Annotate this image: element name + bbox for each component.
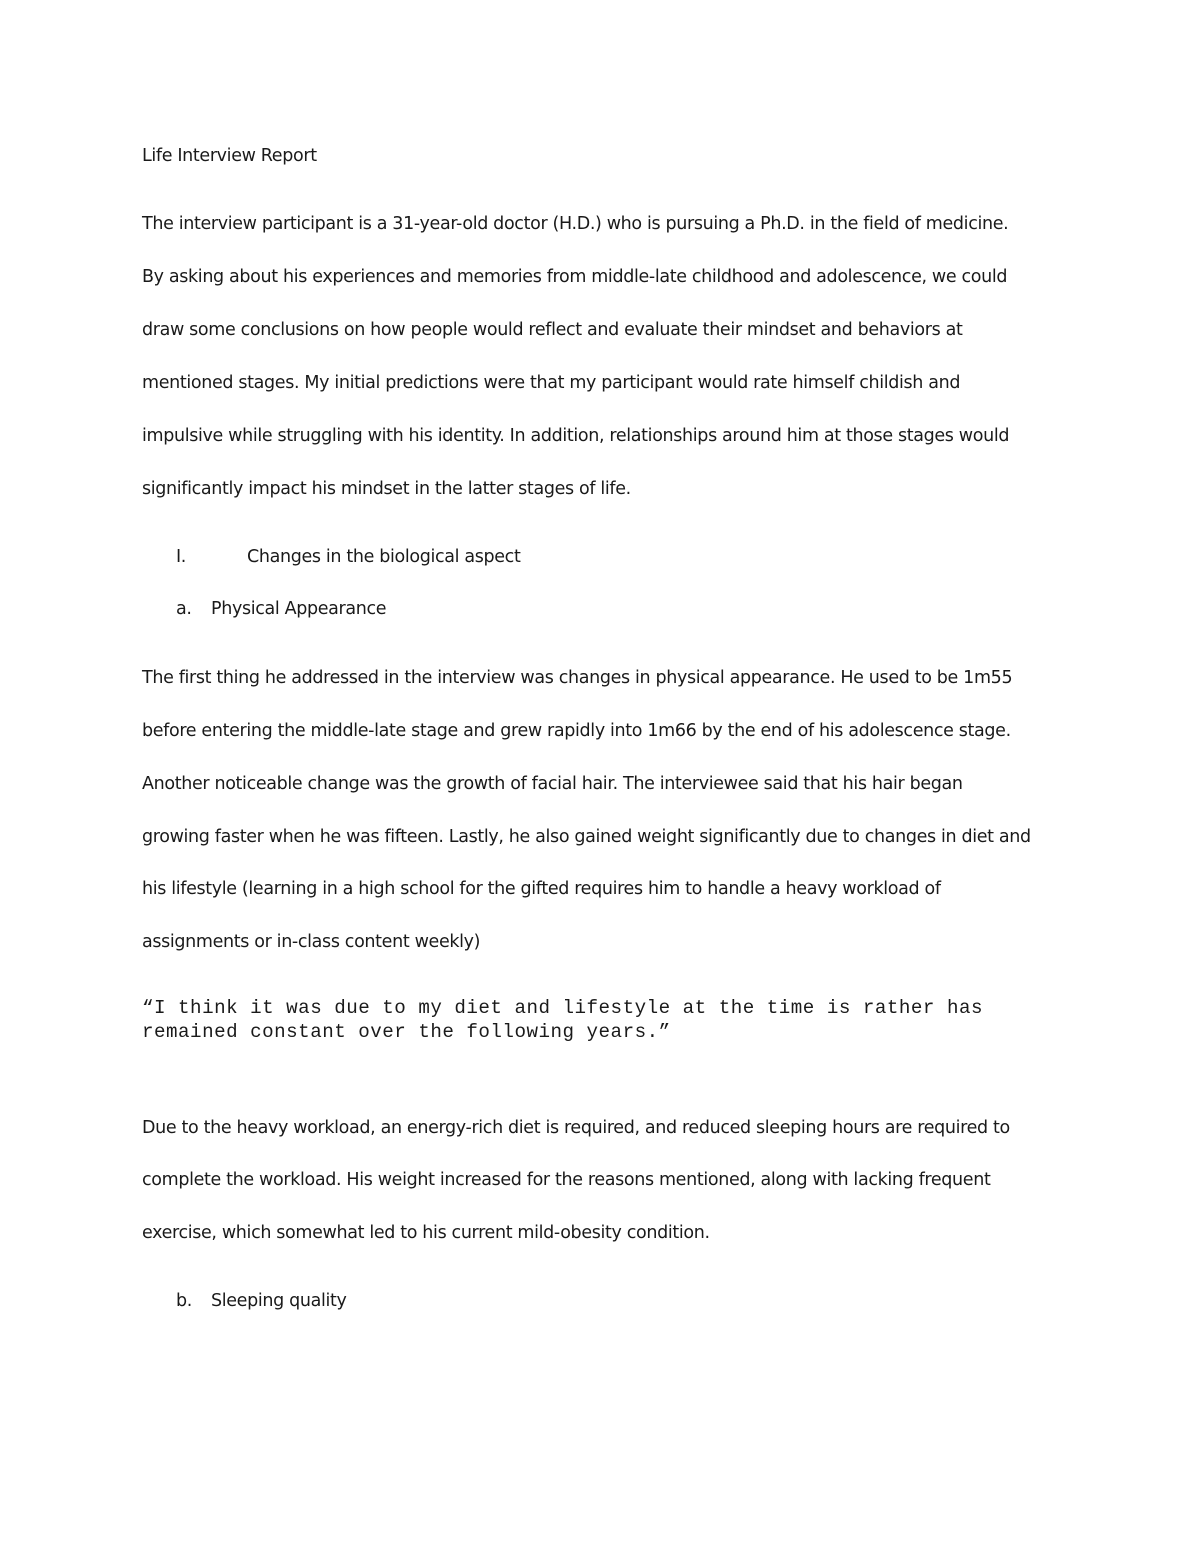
physical-line: growing faster when he was fifteen. Lastly, he also gained weight significantly due to changes in diet and xyxy=(142,827,1031,847)
quote-line: remained constant over the following years.” xyxy=(142,1021,671,1043)
intro-line: mentioned stages. My initial predictions were that my participant would rate himself childish and xyxy=(142,373,961,393)
intro-line: The interview participant is a 31-year-old doctor (H.D.) who is pursuing a Ph.D. in the field of medicine. xyxy=(142,214,1009,234)
physical-line: his lifestyle (learning in a high school for the gifted requires him to handle a heavy workload of xyxy=(142,879,941,899)
intro-line: significantly impact his mindset in the latter stages of life. xyxy=(142,479,631,499)
quote-line: “I think it was due to my diet and lifestyle at the time is rather has xyxy=(142,997,984,1019)
section-1-heading: Changes in the biological aspect xyxy=(247,547,521,567)
subsection-b-marker: b. xyxy=(176,1291,192,1311)
physical-line: The first thing he addressed in the interview was changes in physical appearance. He used to be 1m55 xyxy=(142,668,1013,688)
intro-line: draw some conclusions on how people would reflect and evaluate their mindset and behaviors at xyxy=(142,320,963,340)
workload-line: exercise, which somewhat led to his current mild-obesity condition. xyxy=(142,1223,710,1243)
subsection-a-heading: Physical Appearance xyxy=(211,599,387,619)
document-title: Life Interview Report xyxy=(142,146,317,166)
section-1-marker: I. xyxy=(176,547,187,567)
intro-line: By asking about his experiences and memories from middle-late childhood and adolescence, we could xyxy=(142,267,1008,287)
subsection-b-heading: Sleeping quality xyxy=(211,1291,347,1311)
physical-line: before entering the middle-late stage and grew rapidly into 1m66 by the end of his adolescence stage. xyxy=(142,721,1011,741)
workload-line: Due to the heavy workload, an energy-rich diet is required, and reduced sleeping hours are required to xyxy=(142,1118,1010,1138)
subsection-a-marker: a. xyxy=(176,599,192,619)
physical-line: assignments or in-class content weekly) xyxy=(142,932,481,952)
workload-line: complete the workload. His weight increased for the reasons mentioned, along with lacking frequent xyxy=(142,1170,991,1190)
physical-line: Another noticeable change was the growth of facial hair. The interviewee said that his hair began xyxy=(142,774,963,794)
intro-line: impulsive while struggling with his identity. In addition, relationships around him at those stages would xyxy=(142,426,1010,446)
